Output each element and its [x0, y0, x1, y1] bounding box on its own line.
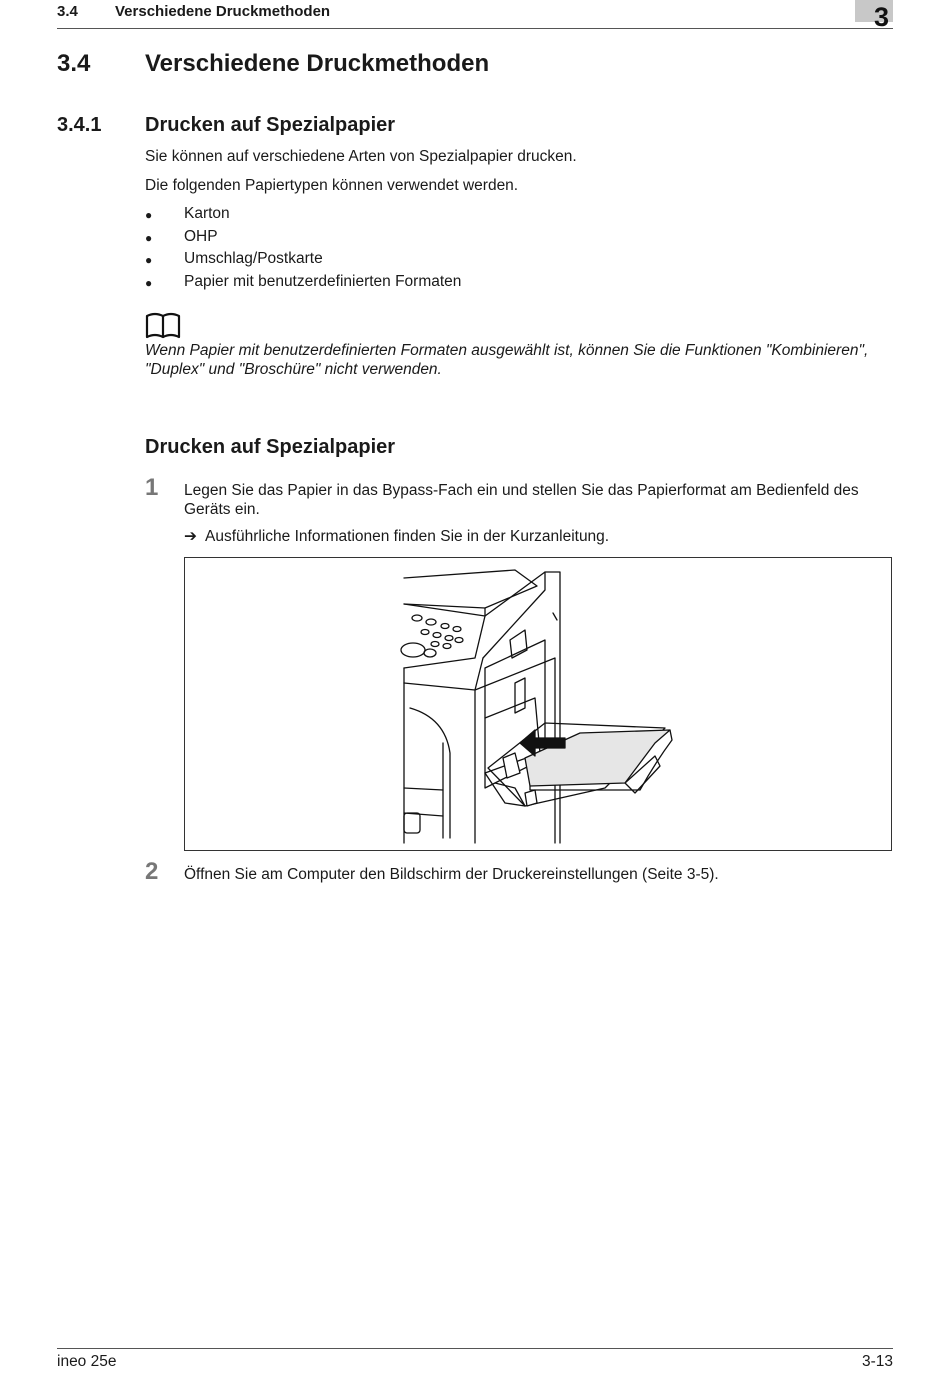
book-icon [145, 312, 183, 340]
section-number: 3.4 [57, 50, 91, 77]
bullet: ● [145, 253, 153, 267]
list-item: Umschlag/Postkarte [184, 250, 323, 267]
note-text [145, 341, 893, 379]
list-item: Karton [184, 205, 230, 222]
substep-text: Ausführliche Informationen finden Sie in der Kurzanleitung. [205, 528, 610, 545]
section-title: Verschiedene Druckmethoden [145, 50, 490, 77]
step-text: Öffnen Sie am Computer den Bildschirm der Druckereinstellungen (Seite 3-5). [184, 866, 719, 883]
header-rule [57, 28, 893, 29]
list-item: OHP [184, 228, 218, 245]
step-number: 1 [145, 474, 159, 501]
chapter-number: 3 [873, 2, 889, 32]
footer-rule [57, 1348, 893, 1349]
bullet: ● [145, 231, 153, 245]
header-section-number: 3.4 [57, 3, 78, 20]
bypass-tray-illustration [184, 557, 892, 851]
intro-paragraph: Sie können auf verschiedene Arten von Spezialpapier drucken. [145, 148, 577, 165]
step-line: Geräts ein. [184, 501, 260, 518]
step-text [184, 481, 884, 519]
step-substep [184, 527, 609, 546]
footer-product: ineo 25e [57, 1353, 117, 1370]
step-number: 2 [145, 858, 159, 885]
bullet: ● [145, 208, 153, 222]
footer-page-number: 3-13 [861, 1353, 893, 1370]
subsection-title: Drucken auf Spezialpapier [145, 114, 396, 136]
note-line: "Duplex" und "Broschüre" nicht verwenden. [145, 361, 442, 378]
header-section-title: Verschiedene Druckmethoden [115, 3, 331, 20]
list-intro-paragraph: Die folgenden Papiertypen können verwendet werden. [145, 177, 519, 194]
note-line: Wenn Papier mit benutzerdefinierten Formaten ausgewählt ist, können Sie die Funktionen "Kombinieren", [145, 342, 869, 359]
procedure-title: Drucken auf Spezialpapier [145, 436, 396, 458]
step-line: Legen Sie das Papier in das Bypass-Fach ein und stellen Sie das Papierformat am Bedienfeld des [184, 482, 859, 499]
bullet: ● [145, 276, 153, 290]
arrow-right-icon: ➔ [184, 528, 197, 545]
subsection-number: 3.4.1 [57, 114, 102, 136]
list-item: Papier mit benutzerdefinierten Formaten [184, 273, 462, 290]
